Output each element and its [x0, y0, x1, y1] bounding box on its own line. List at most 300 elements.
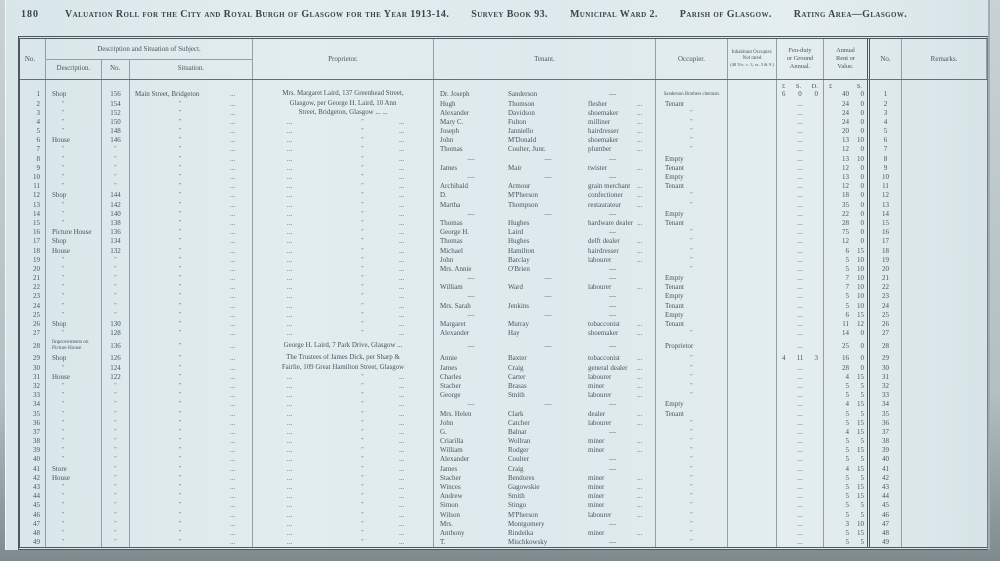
units-spacer: [728, 80, 777, 90]
cell-entry-no-right: 5: [870, 127, 902, 136]
cell-occupier: ″: [656, 237, 728, 246]
header-entry-no-right: No.: [870, 39, 902, 79]
table-row: [20, 164, 987, 173]
cell-description: ″: [46, 99, 102, 108]
cell-entry-no-right: 9: [870, 164, 902, 173]
cell-entry-no: 46: [20, 510, 46, 519]
cell-street-no: 134: [102, 237, 130, 246]
cell-description: ″: [46, 428, 102, 437]
units-spacer: [902, 80, 987, 90]
cell-occupier: ″: [656, 510, 728, 519]
cell-entry-no-right: 4: [870, 118, 902, 127]
units-rent: [824, 80, 870, 90]
cell-entry-no-right: 31: [870, 372, 902, 381]
cell-tenant: Alexander Hay shoemaker ...: [434, 329, 656, 338]
cell-situation: ″ ...: [130, 538, 253, 547]
cell-remarks: [902, 400, 987, 409]
cell-inhabitant-occupier: [728, 538, 777, 547]
cell-tenant: Stacher Bendores miner ...: [434, 474, 656, 483]
cell-street-no: 154: [102, 99, 130, 108]
table-row: [20, 311, 987, 320]
cell-proprietor: ... ″ ...: [253, 301, 434, 310]
table-row: [20, 191, 987, 200]
cell-remarks: [902, 363, 987, 372]
cell-occupier: Sanderson Brothers chemists: [656, 90, 728, 99]
cell-description: ″: [46, 283, 102, 292]
cell-inhabitant-occupier: [728, 474, 777, 483]
cell-remarks: [902, 136, 987, 145]
cell-entry-no-right: 11: [870, 182, 902, 191]
header-street-no: No.: [102, 60, 130, 80]
cell-inhabitant-occupier: [728, 283, 777, 292]
cell-occupier: Tenant: [656, 283, 728, 292]
cell-entry-no-right: 48: [870, 529, 902, 538]
cell-occupier: ″: [656, 464, 728, 473]
cell-entry-no: 36: [20, 418, 46, 427]
cell-occupier: Empty: [656, 311, 728, 320]
cell-street-no: ″: [102, 446, 130, 455]
cell-entry-no: 43: [20, 483, 46, 492]
table-row: [20, 301, 987, 310]
cell-situation: ″ ...: [130, 164, 253, 173]
cell-proprietor: Mrs. Margaret Laird, 137 Greenhead Street,: [253, 90, 434, 99]
cell-proprietor: ... ″ ...: [253, 400, 434, 409]
cell-proprietor: ... ″ ...: [253, 519, 434, 528]
header-feu-line3: Annual.: [789, 63, 811, 70]
cell-entry-no: 11: [20, 182, 46, 191]
units-row: [20, 80, 987, 90]
cell-proprietor: ... ″ ...: [253, 127, 434, 136]
cell-entry-no: 23: [20, 292, 46, 301]
cell-remarks: [902, 191, 987, 200]
cell-feu-duty: ...: [777, 363, 824, 372]
cell-situation: ″ ...: [130, 354, 253, 363]
cell-annual-rent: 5 5: [824, 510, 870, 519]
cell-street-no: ″: [102, 283, 130, 292]
cell-entry-no: 26: [20, 320, 46, 329]
cell-entry-no-right: 38: [870, 437, 902, 446]
cell-remarks: [902, 219, 987, 228]
table-row: [20, 510, 987, 519]
cell-description: Shop: [46, 237, 102, 246]
cell-annual-rent: 18 0: [824, 191, 870, 200]
cell-entry-no-right: 16: [870, 228, 902, 237]
cell-entry-no-right: 20: [870, 265, 902, 274]
cell-tenant: Margaret Murray tobacconist ...: [434, 320, 656, 329]
cell-feu-duty: ...: [777, 455, 824, 464]
cell-inhabitant-occupier: [728, 136, 777, 145]
cell-remarks: [902, 127, 987, 136]
cell-proprietor: ... ″ ...: [253, 118, 434, 127]
cell-entry-no: 3: [20, 108, 46, 117]
cell-annual-rent: 14 0: [824, 329, 870, 338]
cell-remarks: [902, 538, 987, 547]
cell-remarks: [902, 382, 987, 391]
cell-occupier: Tenant: [656, 164, 728, 173]
cell-tenant: Thomas Coulter, Junr. plumber ...: [434, 145, 656, 154]
cell-tenant: Alexander Davidson shoemaker ...: [434, 108, 656, 117]
cell-annual-rent: 7 10: [824, 274, 870, 283]
cell-street-no: ″: [102, 455, 130, 464]
cell-occupier: ″: [656, 446, 728, 455]
cell-street-no: ″: [102, 154, 130, 163]
cell-tenant: — — —: [434, 338, 656, 354]
cell-entry-no: 1: [20, 90, 46, 99]
cell-entry-no-right: 13: [870, 200, 902, 209]
cell-feu-duty: ...: [777, 483, 824, 492]
cell-tenant: Thomas Hughes delft dealer ...: [434, 237, 656, 246]
cell-tenant: — — —: [434, 154, 656, 163]
cell-entry-no: 40: [20, 455, 46, 464]
header-description-group-label: Description and Situation of Subject.: [46, 39, 252, 60]
cell-tenant: Wilson M'Pherson labourer ...: [434, 510, 656, 519]
cell-entry-no-right: 24: [870, 301, 902, 310]
cell-street-no: 142: [102, 200, 130, 209]
cell-annual-rent: 24 0: [824, 108, 870, 117]
cell-proprietor: Fairlie, 109 Great Hamilton Street, Glasgow: [253, 363, 434, 372]
table-row: [20, 219, 987, 228]
cell-description: ″: [46, 301, 102, 310]
header-annual-rent: [824, 39, 870, 79]
cell-entry-no-right: 26: [870, 320, 902, 329]
cell-situation: ″ ...: [130, 492, 253, 501]
cell-proprietor: ... ″ ...: [253, 320, 434, 329]
cell-inhabitant-occupier: [728, 363, 777, 372]
units-spacer: [656, 80, 728, 90]
cell-situation: ″ ...: [130, 219, 253, 228]
cell-occupier: ″: [656, 228, 728, 237]
cell-entry-no-right: 33: [870, 391, 902, 400]
cell-remarks: [902, 329, 987, 338]
cell-feu-duty: ...: [777, 255, 824, 264]
table-row: [20, 455, 987, 464]
title-segment-ward: Municipal Ward 2.: [569, 9, 658, 20]
cell-occupier: Proprietor: [656, 338, 728, 354]
cell-remarks: [902, 246, 987, 255]
header-rent-line2: Rent or: [836, 55, 855, 62]
cell-situation: ″ ...: [130, 265, 253, 274]
cell-entry-no: 9: [20, 164, 46, 173]
cell-entry-no-right: 45: [870, 501, 902, 510]
cell-feu-duty: ...: [777, 418, 824, 427]
cell-situation: ″ ...: [130, 474, 253, 483]
cell-occupier: ″: [656, 255, 728, 264]
cell-remarks: [902, 182, 987, 191]
table-row: [20, 474, 987, 483]
cell-feu-duty: ...: [777, 437, 824, 446]
cell-description: ″: [46, 519, 102, 528]
cell-annual-rent: 13 0: [824, 173, 870, 182]
cell-feu-duty: ...: [777, 464, 824, 473]
cell-street-no: 126: [102, 354, 130, 363]
cell-remarks: [902, 301, 987, 310]
cell-proprietor: ... ″ ...: [253, 418, 434, 427]
cell-remarks: [902, 255, 987, 264]
cell-situation: ″ ...: [130, 338, 253, 354]
table-row: [20, 127, 987, 136]
cell-proprietor: ... ″ ...: [253, 329, 434, 338]
cell-proprietor: ... ″ ...: [253, 283, 434, 292]
cell-occupier: ″: [656, 391, 728, 400]
cell-remarks: [902, 118, 987, 127]
cell-entry-no-right: 43: [870, 483, 902, 492]
cell-entry-no: 24: [20, 301, 46, 310]
cell-entry-no: 7: [20, 145, 46, 154]
cell-entry-no-right: 36: [870, 418, 902, 427]
cell-description: ″: [46, 182, 102, 191]
cell-proprietor: ... ″ ...: [253, 173, 434, 182]
cell-tenant: Stacher Brasas miner ...: [434, 382, 656, 391]
cell-occupier: Empty: [656, 173, 728, 182]
cell-street-no: 156: [102, 90, 130, 99]
cell-occupier: ″: [656, 382, 728, 391]
cell-entry-no-right: 29: [870, 354, 902, 363]
cell-occupier: ″: [656, 136, 728, 145]
cell-remarks: [902, 274, 987, 283]
cell-inhabitant-occupier: [728, 483, 777, 492]
cell-description: ″: [46, 311, 102, 320]
cell-entry-no-right: 17: [870, 237, 902, 246]
cell-description: ″: [46, 108, 102, 117]
cell-feu-duty: ...: [777, 301, 824, 310]
cell-description: ″: [46, 118, 102, 127]
cell-inhabitant-occupier: [728, 519, 777, 528]
cell-situation: ″ ...: [130, 283, 253, 292]
cell-inhabitant-occupier: [728, 428, 777, 437]
cell-occupier: ″: [656, 455, 728, 464]
cell-proprietor: ... ″ ...: [253, 382, 434, 391]
table-header: [20, 39, 987, 80]
table-row: [20, 118, 987, 127]
cell-entry-no: 34: [20, 400, 46, 409]
header-inhabitant-line2: Not rated: [742, 56, 762, 62]
cell-street-no: ″: [102, 492, 130, 501]
cell-annual-rent: 11 12: [824, 320, 870, 329]
cell-feu-duty: ...: [777, 265, 824, 274]
cell-feu-duty: ...: [777, 538, 824, 547]
header-occupier: Occupier.: [656, 39, 728, 79]
cell-description: ″: [46, 164, 102, 173]
cell-entry-no: 13: [20, 200, 46, 209]
cell-tenant: Criarilla Wollran miner ...: [434, 437, 656, 446]
cell-entry-no: 18: [20, 246, 46, 255]
table-body: [20, 90, 987, 547]
cell-tenant: — — —: [434, 400, 656, 409]
table-row: [20, 90, 987, 99]
cell-street-no: 148: [102, 127, 130, 136]
cell-inhabitant-occupier: [728, 400, 777, 409]
cell-remarks: [902, 90, 987, 99]
cell-proprietor: ... ″ ...: [253, 164, 434, 173]
cell-inhabitant-occupier: [728, 154, 777, 163]
cell-description: Shop: [46, 90, 102, 99]
cell-occupier: ″: [656, 354, 728, 363]
cell-occupier: ″: [656, 200, 728, 209]
cell-feu-duty: ...: [777, 311, 824, 320]
cell-proprietor: ... ″ ...: [253, 154, 434, 163]
cell-situation: ″ ...: [130, 464, 253, 473]
table-row: [20, 292, 987, 301]
cell-entry-no: 42: [20, 474, 46, 483]
cell-annual-rent: 5 5: [824, 391, 870, 400]
cell-entry-no: 35: [20, 409, 46, 418]
cell-entry-no: 14: [20, 209, 46, 218]
cell-inhabitant-occupier: [728, 301, 777, 310]
units-spacer: [102, 80, 130, 90]
units-rent-pound: £: [829, 83, 833, 90]
units-feu: [777, 80, 824, 90]
cell-occupier: Tenant: [656, 219, 728, 228]
header-feu-duty: [777, 39, 824, 79]
cell-tenant: Mrs. Montgomery —: [434, 519, 656, 528]
cell-remarks: [902, 483, 987, 492]
cell-situation: ″ ...: [130, 173, 253, 182]
table-row: [20, 265, 987, 274]
title-segment-main: Valuation Roll for the City and Royal Burgh of Glasgow for the Year 1913-14.: [65, 9, 450, 20]
table-row: [20, 99, 987, 108]
cell-occupier: Empty: [656, 274, 728, 283]
header-inhabitant-line1: Inhabitant Occupier.: [731, 50, 773, 56]
cell-inhabitant-occupier: [728, 108, 777, 117]
cell-entry-no-right: 44: [870, 492, 902, 501]
header-description-group: [46, 39, 253, 79]
cell-description: ″: [46, 255, 102, 264]
cell-street-no: 122: [102, 372, 130, 381]
cell-situation: ″ ...: [130, 363, 253, 372]
cell-street-no: 132: [102, 246, 130, 255]
cell-remarks: [902, 354, 987, 363]
cell-proprietor: ... ″ ...: [253, 409, 434, 418]
cell-entry-no: 17: [20, 237, 46, 246]
cell-proprietor: ... ″ ...: [253, 246, 434, 255]
cell-occupier: ″: [656, 529, 728, 538]
cell-occupier: ″: [656, 127, 728, 136]
cell-occupier: Tenant: [656, 320, 728, 329]
cell-street-no: ″: [102, 182, 130, 191]
cell-entry-no-right: 37: [870, 428, 902, 437]
cell-occupier: ″: [656, 492, 728, 501]
cell-feu-duty: ...: [777, 292, 824, 301]
cell-feu-duty: ...: [777, 274, 824, 283]
cell-entry-no: 28: [20, 338, 46, 354]
units-spacer: [253, 80, 434, 90]
cell-remarks: [902, 228, 987, 237]
cell-tenant: George H. Laird —: [434, 228, 656, 237]
cell-street-no: ″: [102, 265, 130, 274]
cell-entry-no-right: 27: [870, 329, 902, 338]
header-rent-line3: Value.: [837, 63, 854, 70]
cell-description: ″: [46, 483, 102, 492]
header-inhabitant-occupier: [728, 39, 777, 79]
cell-feu-duty: ...: [777, 338, 824, 354]
cell-feu-duty: 4 11 3: [777, 354, 824, 363]
cell-situation: ″ ...: [130, 519, 253, 528]
cell-description: ″: [46, 501, 102, 510]
cell-occupier: ″: [656, 265, 728, 274]
cell-remarks: [902, 145, 987, 154]
cell-occupier: ″: [656, 372, 728, 381]
cell-inhabitant-occupier: [728, 246, 777, 255]
cell-description: Shop: [46, 354, 102, 363]
cell-inhabitant-occupier: [728, 182, 777, 191]
table-row: [20, 209, 987, 218]
cell-description: ″: [46, 391, 102, 400]
table-row: [20, 283, 987, 292]
table-row: [20, 173, 987, 182]
cell-entry-no-right: 39: [870, 446, 902, 455]
cell-entry-no-right: 14: [870, 209, 902, 218]
units-spacer: [46, 80, 102, 90]
cell-tenant: Joseph Janniello hairdresser ...: [434, 127, 656, 136]
cell-tenant: — — —: [434, 173, 656, 182]
cell-entry-no: 47: [20, 519, 46, 528]
cell-entry-no: 20: [20, 265, 46, 274]
cell-annual-rent: 35 0: [824, 200, 870, 209]
cell-inhabitant-occupier: [728, 382, 777, 391]
cell-description: House: [46, 372, 102, 381]
cell-situation: ″ ...: [130, 409, 253, 418]
units-feu-pence: D.: [811, 83, 818, 90]
cell-street-no: ″: [102, 483, 130, 492]
cell-entry-no: 39: [20, 446, 46, 455]
cell-situation: ″ ...: [130, 255, 253, 264]
cell-entry-no: 19: [20, 255, 46, 264]
cell-street-no: ″: [102, 391, 130, 400]
cell-street-no: ″: [102, 292, 130, 301]
cell-annual-rent: 40 0: [824, 90, 870, 99]
cell-tenant: Dr. Joseph Sanderson —: [434, 90, 656, 99]
cell-inhabitant-occupier: [728, 90, 777, 99]
cell-entry-no: 4: [20, 118, 46, 127]
table-row: [20, 320, 987, 329]
cell-street-no: 150: [102, 118, 130, 127]
cell-street-no: 136: [102, 338, 130, 354]
cell-entry-no-right: 34: [870, 400, 902, 409]
cell-entry-no-right: 3: [870, 108, 902, 117]
cell-remarks: [902, 464, 987, 473]
table-row: [20, 501, 987, 510]
cell-proprietor: ... ″ ...: [253, 311, 434, 320]
cell-description: House: [46, 136, 102, 145]
cell-situation: ″ ...: [130, 200, 253, 209]
cell-feu-duty: ...: [777, 492, 824, 501]
cell-situation: ″ ...: [130, 446, 253, 455]
cell-remarks: [902, 492, 987, 501]
cell-occupier: ″: [656, 363, 728, 372]
cell-situation: ″ ...: [130, 428, 253, 437]
cell-proprietor: ... ″ ...: [253, 474, 434, 483]
cell-proprietor: ... ″ ...: [253, 428, 434, 437]
cell-situation: ″ ...: [130, 311, 253, 320]
cell-street-no: ″: [102, 274, 130, 283]
table-row: [20, 145, 987, 154]
cell-annual-rent: 20 0: [824, 127, 870, 136]
title-segment-rating: Rating Area—Glasgow.: [793, 9, 908, 20]
cell-remarks: [902, 428, 987, 437]
cell-annual-rent: 5 5: [824, 382, 870, 391]
cell-street-no: ″: [102, 382, 130, 391]
cell-remarks: [902, 108, 987, 117]
cell-annual-rent: 16 0: [824, 354, 870, 363]
cell-proprietor: ... ″ ...: [253, 464, 434, 473]
cell-proprietor: Glasgow, per George H. Laird, 10 Ann: [253, 99, 434, 108]
cell-inhabitant-occupier: [728, 164, 777, 173]
cell-occupier: ″: [656, 538, 728, 547]
cell-inhabitant-occupier: [728, 354, 777, 363]
table-row: [20, 154, 987, 163]
cell-street-no: 128: [102, 329, 130, 338]
cell-remarks: [902, 446, 987, 455]
